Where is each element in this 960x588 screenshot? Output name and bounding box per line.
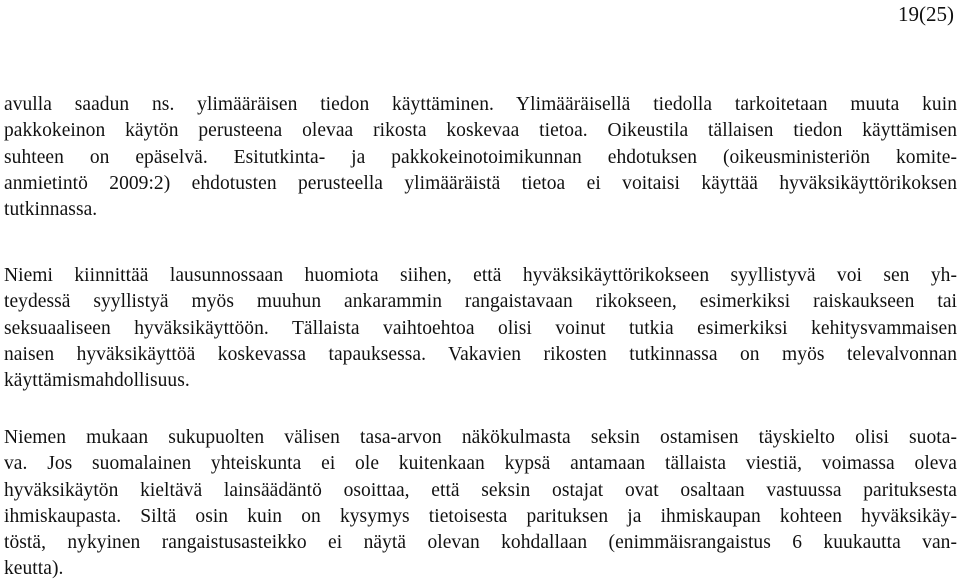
text-line: pakkokeinon käytön perusteena olevaa rikosta koskevaa tietoa. Oikeustila tällaisen tiedon käyttämisen — [4, 120, 957, 142]
text-line: keutta). — [4, 558, 64, 580]
text-line: tutkinnassa. — [4, 199, 98, 221]
text-line: va. Jos suomalainen yhteiskunta ei ole kuitenkaan kypsä antamaan tällaista viestiä, voimassa oleva — [4, 453, 957, 475]
page-number: 19(25) — [898, 2, 954, 26]
text-line: teydessä syyllistyä myös muuhun ankarammin rangaistavaan rikokseen, esimerkiksi raiskaukseen tai — [4, 291, 957, 313]
text-line: käyttämismahdollisuus. — [4, 370, 190, 392]
text-line: töstä, nykyinen rangaistusasteikko ei näytä olevan kohdallaan (enimmäisrangaistus 6 kuukautta van- — [4, 532, 957, 554]
paragraph-2 — [4, 263, 957, 394]
text-line: naisen hyväksikäyttöä koskevassa tapauksessa. Vakavien rikosten tutkinnassa on myös televalvonnan — [4, 343, 957, 365]
text-line: Niemen mukaan sukupuolten välisen tasa-arvon näkökulmasta seksin ostamisen täyskielto olisi suota- — [4, 427, 957, 448]
paragraph-3 — [4, 425, 957, 583]
text-line: ihmiskaupasta. Siltä osin kuin on kysymys tietoisesta parituksen ja ihmiskaupan kohteen hyväksikäy- — [4, 505, 957, 527]
text-line: seksuaaliseen hyväksikäyttöön. Tällaista vaihtoehtoa olisi voinut tutkia esimerkiksi kehitysvammaisen — [4, 317, 957, 339]
text-line: suhteen on epäselvä. Esitutkinta- ja pakkokeinotoimikunnan ehdotuksen (oikeusministeriön komite- — [4, 146, 957, 168]
text-line: hyväksikäytön kieltävä lainsäädäntö osoittaa, että seksin ostajat ovat osaltaan vastuussa parituksesta — [4, 479, 957, 501]
text-line: Niemi kiinnittää lausunnossaan huomiota siihen, että hyväksikäyttörikokseen syyllistyvä voi sen yh- — [4, 265, 957, 286]
text-line: anmietintö 2009:2) ehdotusten perusteella ylimääräistä tietoa ei voitaisi käyttää hyväksikäyttörikoksen — [4, 172, 957, 194]
text-line: avulla saadun ns. ylimääräisen tiedon käyttäminen. Ylimääräisellä tiedolla tarkoitetaan muuta kuin — [4, 94, 957, 115]
paragraph-1 — [4, 92, 957, 223]
